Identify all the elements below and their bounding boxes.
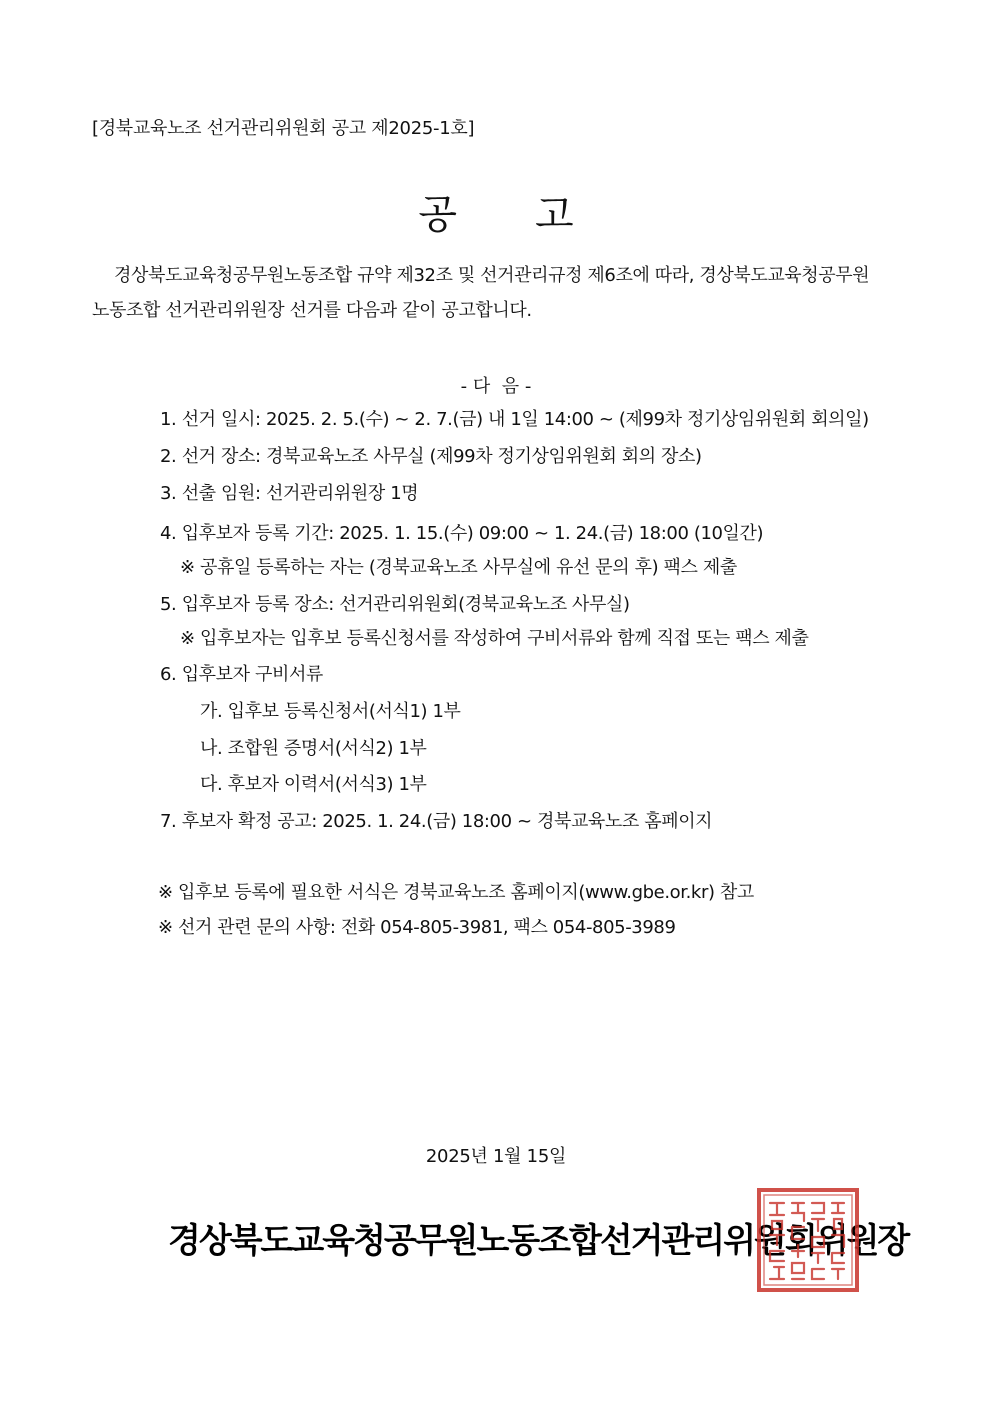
list-item: 7. 후보자 확정 공고: 2025. 1. 24.(금) 18:00 ~ 경북교육노조 홈페이지: [160, 811, 713, 832]
body-line-2: 노동조합 선거관리위원장 선거를 다음과 같이 공고합니다.: [92, 300, 532, 321]
body-paragraph: [92, 258, 907, 328]
title-char-2: 고: [535, 192, 574, 238]
footnote: ※ 선거 관련 문의 사항: 전화 054-805-3981, 팩스 054-805-3989: [158, 917, 676, 938]
list-item: 1. 선거 일시: 2025. 2. 5.(수) ~ 2. 7.(금) 내 1일 14:00 ~ (제99차 정기상임위원회 회의일): [160, 409, 869, 430]
title-char-1: 공: [418, 192, 457, 238]
signer-name: 경상북도교육청공무원노동조합선거관리위원회위원장: [168, 1221, 909, 1261]
footnote: ※ 입후보 등록에 필요한 서식은 경북교육노조 홈페이지(www.gbe.or.kr) 참고: [158, 882, 754, 903]
issue-date: 2025년 1월 15일: [425, 1146, 567, 1167]
sub-heading: - 다 음 -: [460, 376, 532, 397]
document-title: [0, 183, 992, 240]
body-line-1: 경상북도교육청공무원노동조합 규약 제32조 및 선거관리규정 제6조에 따라, 경상북도교육청공무원: [114, 265, 870, 286]
list-note: ※ 입후보자는 입후보 등록신청서를 작성하여 구비서류와 함께 직접 또는 팩스 제출: [180, 628, 809, 649]
notice-number: [경북교육노조 선거관리위원회 공고 제2025-1호]: [92, 118, 475, 139]
footnotes: [158, 875, 754, 945]
list-item: 2. 선거 장소: 경북교육노조 사무실 (제99차 정기상임위원회 회의 장소): [160, 446, 702, 467]
list-sub-item: 나. 조합원 증명서(서식2) 1부: [200, 738, 427, 759]
list-note: ※ 공휴일 등록하는 자는 (경북교육노조 사무실에 유선 문의 후) 팩스 제출: [180, 557, 737, 578]
list-item: 4. 입후보자 등록 기간: 2025. 1. 15.(수) 09:00 ~ 1. 24.(금) 18:00 (10일간): [160, 523, 764, 544]
list-item: 3. 선출 임원: 선거관리위원장 1명: [160, 483, 419, 504]
list-sub-item: 가. 입후보 등록신청서(서식1) 1부: [200, 701, 461, 722]
list-item: 6. 입후보자 구비서류: [160, 664, 323, 685]
official-seal-icon: [756, 1187, 860, 1293]
list-item: 5. 입후보자 등록 장소: 선거관리위원회(경북교육노조 사무실): [160, 594, 630, 615]
list-sub-item: 다. 후보자 이력서(서식3) 1부: [200, 774, 427, 795]
